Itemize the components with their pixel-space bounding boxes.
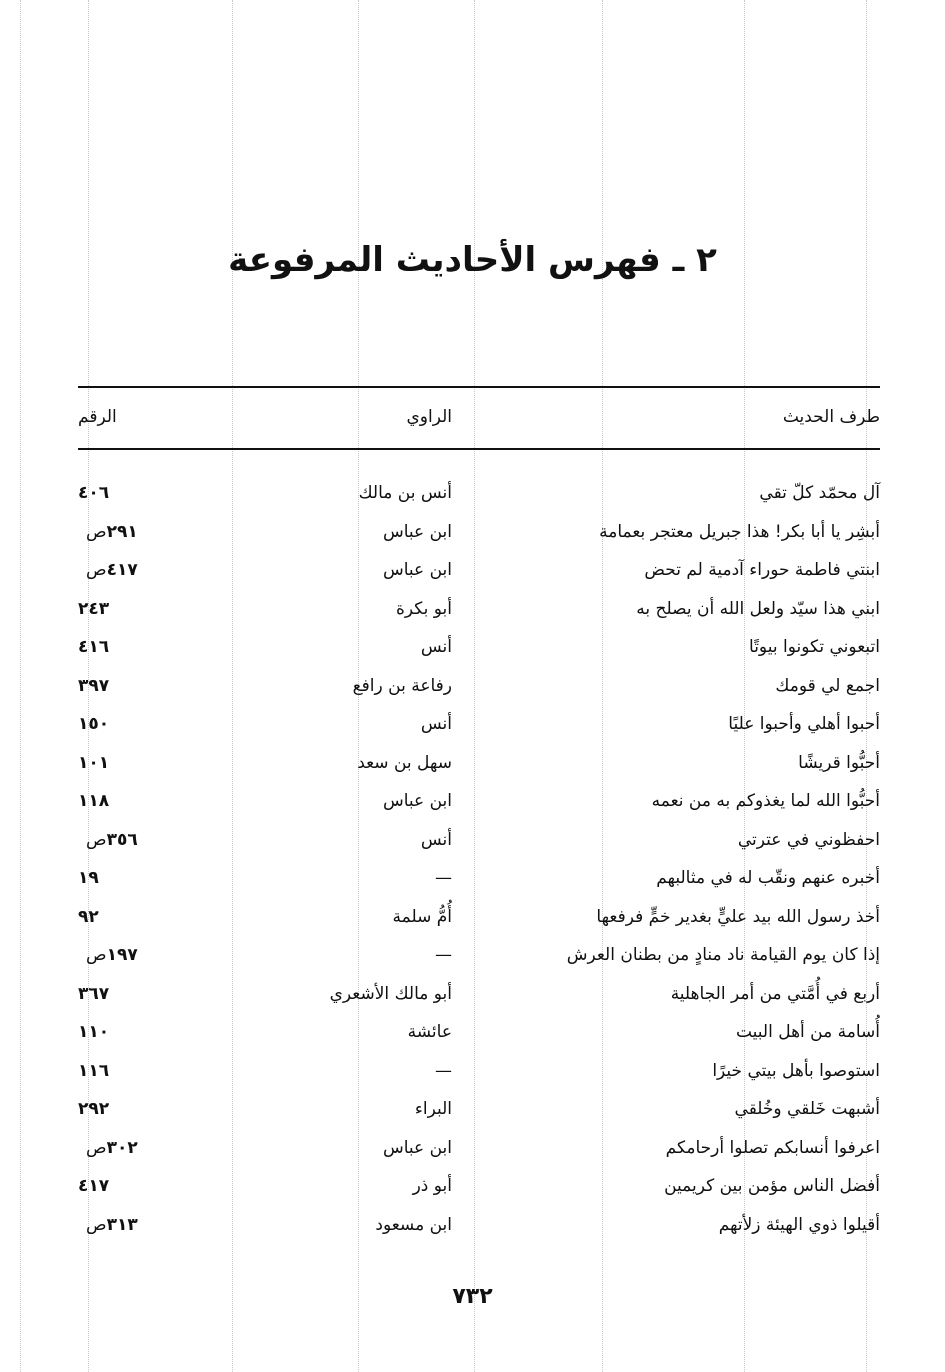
reference-number bbox=[78, 705, 117, 743]
number-value: ١١٨ bbox=[78, 791, 110, 811]
page-prefix: ص bbox=[86, 521, 107, 542]
reference-number bbox=[78, 782, 117, 820]
reference-number bbox=[78, 513, 138, 551]
number-value: ٤١٧ bbox=[106, 560, 138, 580]
header-hadith-text: طرف الحديث bbox=[782, 407, 880, 427]
hadith-text: آل محمّد كلّ تقي bbox=[759, 483, 880, 503]
page-prefix: ص bbox=[86, 560, 107, 580]
hadith-text: أحبُّوا قريشًا bbox=[798, 752, 880, 773]
reference-number bbox=[78, 590, 117, 628]
narrator: سهل بن سعد bbox=[357, 752, 452, 773]
narrator: أنس bbox=[420, 714, 452, 734]
number-value: ٢٩٢ bbox=[78, 1099, 110, 1119]
table-header bbox=[78, 398, 880, 436]
narrator: أنس بن مالك bbox=[358, 483, 452, 503]
table-row bbox=[78, 667, 880, 705]
top-rule bbox=[78, 386, 880, 388]
table-row bbox=[78, 474, 880, 512]
reference-number bbox=[78, 551, 138, 589]
reference-number bbox=[78, 744, 117, 782]
number-value: ٤٠٦ bbox=[78, 483, 110, 503]
narrator: ابن عباس bbox=[382, 521, 452, 542]
table-row bbox=[78, 821, 880, 859]
table-row bbox=[78, 1090, 880, 1128]
reference-number bbox=[78, 936, 138, 974]
narrator: أنس bbox=[420, 637, 452, 657]
number-value: ٢٤٣ bbox=[78, 598, 110, 619]
table-row bbox=[78, 1129, 880, 1167]
narrator: ابن عباس bbox=[382, 560, 452, 580]
header-narrator: الراوي bbox=[406, 407, 452, 427]
table-row bbox=[78, 705, 880, 743]
hadith-text: احفظوني في عترتي bbox=[737, 829, 880, 850]
narrator: ابن عباس bbox=[382, 791, 452, 811]
page-prefix: ص bbox=[86, 829, 107, 850]
hadith-text: أحبوا أهلي وأحبوا عليًا bbox=[728, 714, 880, 734]
hadith-text: أقيلوا ذوي الهيئة زلأتهم bbox=[718, 1214, 880, 1235]
hadith-text: أربع في أُمَّتي من أمر الجاهلية bbox=[670, 983, 880, 1004]
reference-number bbox=[78, 898, 107, 936]
hadith-text: أبشِر يا أبا بكر! هذا جبريل معتجر بعمامة bbox=[599, 521, 880, 542]
number-value: ١٥٠ bbox=[78, 714, 110, 734]
hadith-text: استوصوا بأهل بيتي خيرًا bbox=[712, 1060, 880, 1081]
number-value: ٩٢ bbox=[78, 906, 99, 927]
hadith-text: أفضل الناس مؤمن بين كريمين bbox=[664, 1176, 880, 1196]
hadith-text: اعرفوا أنسابكم تصلوا أرحامكم bbox=[665, 1137, 880, 1158]
number-value: ١٠١ bbox=[78, 752, 110, 773]
number-value: ٤١٧ bbox=[78, 1176, 110, 1196]
number-value: ٢٩١ bbox=[106, 521, 138, 542]
narrator: ابن مسعود bbox=[375, 1214, 452, 1235]
reference-number bbox=[78, 628, 117, 666]
table-row bbox=[78, 898, 880, 936]
narrator: أبو مالك الأشعري bbox=[329, 983, 452, 1004]
narrator: — bbox=[435, 945, 452, 965]
reference-number bbox=[78, 1013, 117, 1051]
reference-number bbox=[78, 1206, 138, 1244]
page-number: ٧٣٢ bbox=[452, 1284, 493, 1309]
number-value: ١١٦ bbox=[78, 1060, 110, 1081]
hadith-text: أشبهت خَلقي وخُلقي bbox=[734, 1099, 880, 1119]
number-value: ٣٩٧ bbox=[78, 675, 110, 696]
narrator: رفاعة بن رافع bbox=[352, 675, 452, 696]
number-value: ٤١٦ bbox=[78, 637, 110, 657]
hadith-text: أُسامة من أهل البيت bbox=[735, 1022, 880, 1042]
narrator: — bbox=[435, 868, 452, 888]
reference-number bbox=[78, 1052, 117, 1090]
hadith-text: ابنتي فاطمة حوراء آدمية لم تحض bbox=[644, 560, 880, 580]
reference-number bbox=[78, 975, 117, 1013]
table-row bbox=[78, 859, 880, 897]
reference-number bbox=[78, 1129, 138, 1167]
page-prefix: ص bbox=[86, 1214, 107, 1235]
hadith-text: أخبره عنهم ونقّب له في مثالبهم bbox=[656, 868, 880, 888]
header-number: الرقم bbox=[78, 407, 117, 427]
page-prefix: ص bbox=[86, 945, 107, 965]
narrator: عائشة bbox=[407, 1022, 452, 1042]
narrator: أبو بكرة bbox=[395, 598, 452, 619]
table-row bbox=[78, 513, 880, 551]
table-row bbox=[78, 1167, 880, 1205]
number-value: ٣٠٢ bbox=[106, 1137, 138, 1158]
hadith-text: أحبُّوا الله لما يغذوكم به من نعمه bbox=[651, 791, 880, 811]
hadith-text: اتبعوني تكونوا بيوتًا bbox=[749, 637, 880, 657]
reference-number bbox=[78, 1090, 117, 1128]
hadith-text: اجمع لي قومك bbox=[775, 675, 880, 696]
reference-number bbox=[78, 859, 107, 897]
table-row bbox=[78, 975, 880, 1013]
table-row bbox=[78, 551, 880, 589]
reference-number bbox=[78, 667, 117, 705]
reference-number bbox=[78, 1167, 117, 1205]
hadith-text: إذا كان يوم القيامة ناد منادٍ من بطنان العرش bbox=[566, 945, 880, 965]
table-row bbox=[78, 628, 880, 666]
table-row bbox=[78, 1013, 880, 1051]
table-row bbox=[78, 1206, 880, 1244]
narrator: أُمُّ سلمة bbox=[392, 906, 452, 927]
narrator: البراء bbox=[414, 1099, 452, 1119]
page-prefix: ص bbox=[86, 1137, 107, 1158]
reference-number bbox=[78, 821, 138, 859]
hadith-text: ابني هذا سيّد ولعل الله أن يصلح به bbox=[636, 598, 880, 619]
narrator: أنس bbox=[420, 829, 452, 850]
header-rule bbox=[78, 448, 880, 450]
number-value: ٣١٣ bbox=[106, 1214, 138, 1235]
narrator: أبو ذر bbox=[412, 1176, 452, 1196]
number-value: ٣٦٧ bbox=[78, 983, 110, 1004]
table-row bbox=[78, 590, 880, 628]
narrator: — bbox=[435, 1060, 452, 1081]
reference-number bbox=[78, 474, 117, 512]
table-row bbox=[78, 936, 880, 974]
table-row bbox=[78, 782, 880, 820]
number-value: ١٩ bbox=[78, 868, 99, 888]
table-row bbox=[78, 1052, 880, 1090]
number-value: ١١٠ bbox=[78, 1022, 110, 1042]
table-row bbox=[78, 744, 880, 782]
number-value: ٣٥٦ bbox=[106, 829, 138, 850]
number-value: ١٩٧ bbox=[106, 945, 138, 965]
page-title: ٢ ـ فهرس الأحاديث المرفوعة bbox=[228, 240, 717, 280]
narrator: ابن عباس bbox=[382, 1137, 452, 1158]
hadith-text: أخذ رسول الله بيد عليٍّ بغدير خمٍّ فرفعها bbox=[596, 906, 880, 927]
